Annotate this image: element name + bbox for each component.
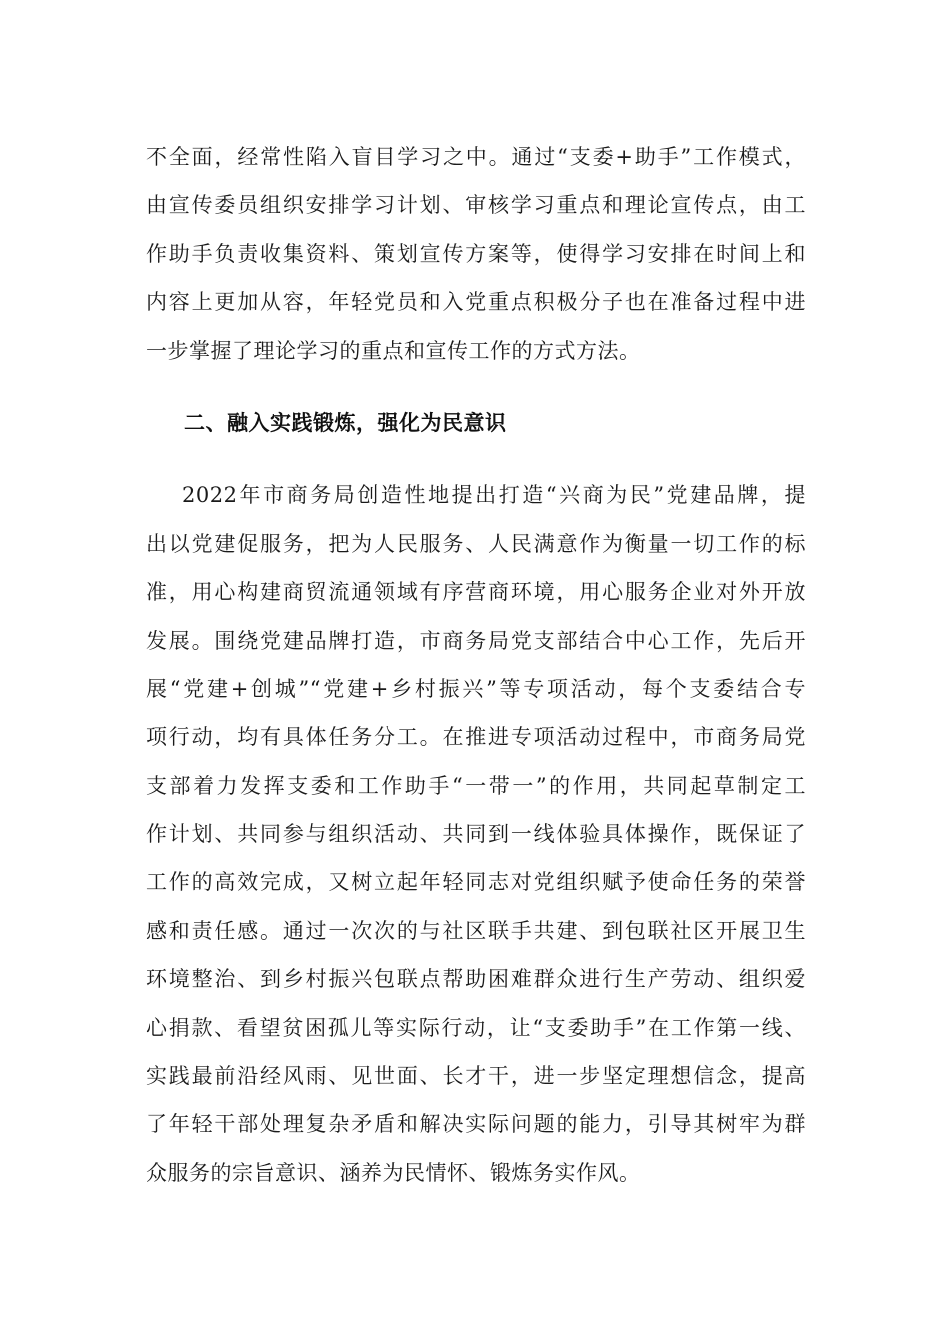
section-heading: 二、融入实践锻炼，强化为民意识 xyxy=(184,410,507,435)
text-line: 作计划、共同参与组织活动、共同到一线体验具体操作，既保证了 xyxy=(146,822,806,847)
text-line: 了年轻干部处理复杂矛盾和解决实际问题的能力，引导其树牢为群 xyxy=(146,1112,806,1137)
text-line: 众服务的宗旨意识、涵养为民情怀、锻炼务实作风。 xyxy=(146,1160,641,1185)
paragraph-2 xyxy=(146,471,806,1197)
text-line: 工作的高效完成，又树立起年轻同志对党组织赋予使命任务的荣誉 xyxy=(146,870,806,895)
text-line: 实践最前沿经风雨、见世面、长才干，进一步坚定理想信念，提高 xyxy=(146,1064,806,1089)
text-line: 支部着力发挥支委和工作助手“一带一”的作用，共同起草制定工 xyxy=(146,773,806,798)
paragraph-spacer xyxy=(146,447,806,471)
text-line: 由宣传委员组织安排学习计划、审核学习重点和理论宣传点，由工 xyxy=(146,193,806,218)
text-line: 作助手负责收集资料、策划宣传方案等，使得学习安排在时间上和 xyxy=(146,241,806,266)
paragraph-spacer xyxy=(146,375,806,399)
document-body xyxy=(146,133,806,1197)
text-line: 发展。围绕党建品牌打造，市商务局党支部结合中心工作，先后开 xyxy=(146,628,806,653)
paragraph-1 xyxy=(146,133,806,375)
text-line: 展“党建+创城”“党建+乡村振兴”等专项活动，每个支委结合专 xyxy=(146,676,806,701)
text-line: 一步掌握了理论学习的重点和宣传工作的方式方法。 xyxy=(146,338,641,363)
text-line: 准，用心构建商贸流通领域有序营商环境，用心服务企业对外开放 xyxy=(146,580,806,605)
text-line: 出以党建促服务，把为人民服务、人民满意作为衡量一切工作的标 xyxy=(146,531,806,556)
text-line: 2022年市商务局创造性地提出打造“兴商为民”党建品牌，提 xyxy=(182,483,806,508)
text-line: 感和责任感。通过一次次的与社区联手共建、到包联社区开展卫生 xyxy=(146,918,806,943)
text-line: 心捐款、看望贫困孤儿等实际行动，让“支委助手”在工作第一线、 xyxy=(146,1015,806,1040)
text-line: 不全面，经常性陷入盲目学习之中。通过“支委+助手”工作模式， xyxy=(146,145,806,169)
text-line: 环境整治、到乡村振兴包联点帮助困难群众进行生产劳动、组织爱 xyxy=(146,967,806,992)
text-line: 内容上更加从容，年轻党员和入党重点积极分子也在准备过程中进 xyxy=(146,290,806,315)
text-line: 项行动，均有具体任务分工。在推进专项活动过程中，市商务局党 xyxy=(146,725,806,750)
